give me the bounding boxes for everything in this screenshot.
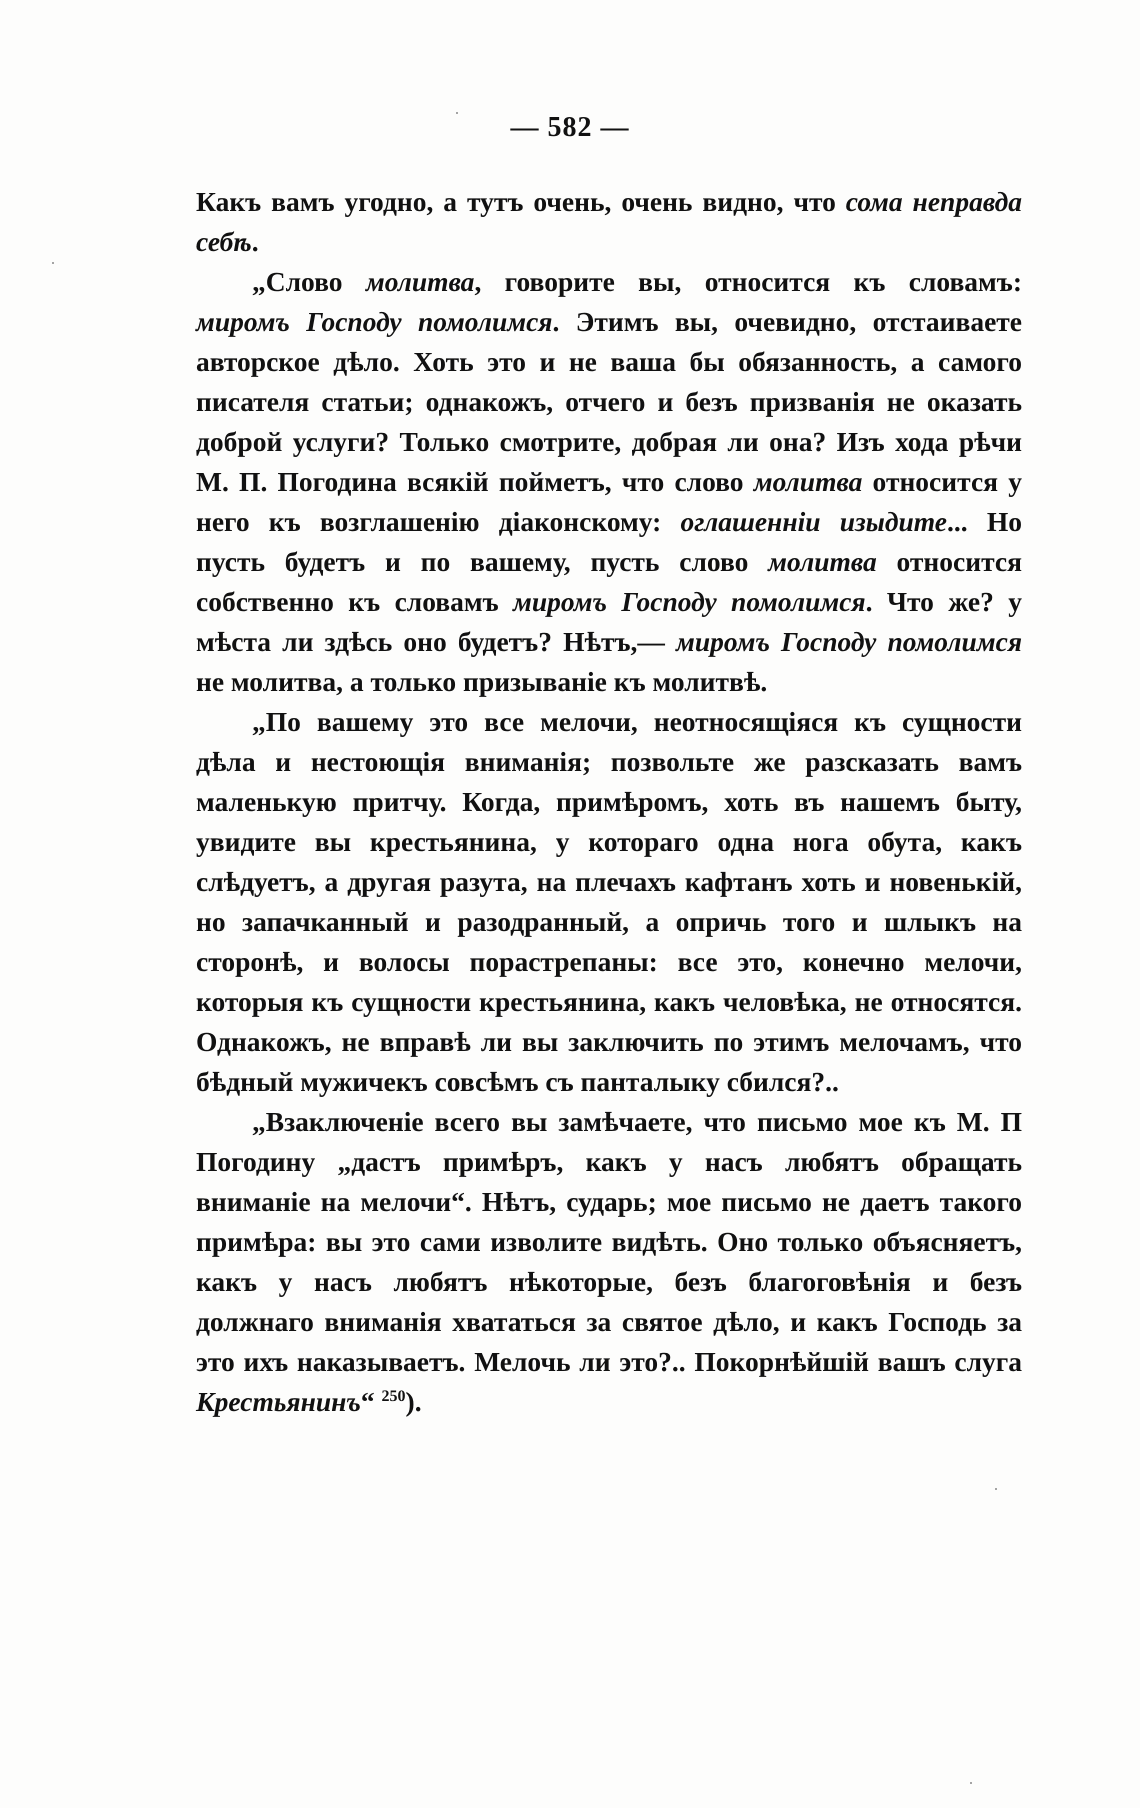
- italic-text-segment: миромъ Господу помолимся: [676, 626, 1022, 657]
- scan-speck: [970, 1782, 972, 1784]
- text-segment: относится собственно къ словамъ: [196, 546, 1023, 617]
- italic-text-segment: сома неправда себѣ: [196, 186, 1022, 257]
- text-segment: „Слово: [252, 266, 366, 297]
- text-segment: не молитва, а только призываніе къ молитвѣ.: [196, 666, 768, 697]
- text-segment: Какъ вамъ угодно, а тутъ очень, очень видно, что: [196, 186, 846, 217]
- text-segment: . Что же? у мѣста ли здѣсь оно будетъ? Нѣтъ,—: [196, 586, 1022, 657]
- italic-text-segment: молитва: [753, 466, 863, 497]
- body-text: [196, 182, 1022, 1422]
- paragraph-3: [196, 702, 1022, 1102]
- italic-text-segment: оглашенніи изыдите: [680, 506, 948, 537]
- text-segment: .: [251, 226, 259, 257]
- paragraph-1: [196, 182, 1022, 262]
- footnote-reference: 250: [381, 1387, 406, 1405]
- text-segment: „По вашему это все мелочи, неотносящіяся къ сущности дѣла и нестоющія вниманія; позвольте же разсказать вамъ маленькую притчу. Когда, примѣромъ, хоть въ нашемъ быту, увидите вы крестьянина, у котораго одна нога обута, какъ слѣдуетъ, а другая разута, на плечахъ кафтанъ хоть и новенькій, но запачканный и разодранный, а опричь того и шлыкъ на сторонѣ, и волосы порастрепаны: все это, конечно мелочи, которыя къ сущности крестьянина, какъ человѣка, не относятся. Однакожъ, не вправѣ ли вы заключить по этимъ мелочамъ, что бѣдный мужичекъ совсѣмъ съ панталыку сбился?..: [196, 706, 1022, 1097]
- paragraph-4: [196, 1102, 1022, 1422]
- italic-text-segment: молитва: [768, 546, 877, 577]
- text-segment: , говорите вы, относится къ словамъ:: [474, 266, 1022, 297]
- scan-speck: [456, 112, 458, 114]
- scan-speck: [52, 262, 54, 264]
- text-segment: “: [360, 1386, 382, 1417]
- text-segment: относится у него къ возглашенію діаконскому:: [196, 466, 1022, 537]
- italic-text-segment: молитва: [365, 266, 475, 297]
- italic-text-segment: миромъ Господу помолимся: [513, 586, 866, 617]
- paragraph-2: [196, 262, 1022, 702]
- text-segment: . Этимъ вы, очевидно, отстаиваете авторское дѣло. Хоть это и не ваша бы обязанность, а самого писателя статьи; однакожъ, отчего и безъ призванія не оказать доброй услуги? Только смотрите, добрая ли она? Изъ хода рѣчи М. П. Погодина всякій пойметъ, что слово: [196, 306, 1022, 497]
- italic-text-segment: миромъ Господу помолимся: [196, 306, 553, 337]
- text-segment: „Взаключеніе всего вы замѣчаете, что письмо мое къ М. П Погодину „дастъ примѣръ, какъ у насъ любятъ обращать вниманіе на мелочи“. Нѣтъ, сударь; мое письмо не даетъ такого примѣра: вы это сами изволите видѣть. Оно только объясняетъ, какъ у насъ любятъ нѣкоторые, безъ благоговѣнія и безъ должнаго вниманія хвататься за святое дѣло, и какъ Господь за это ихъ наказываетъ. Мелочь ли это?.. Покорнѣйшій вашъ слуга: [196, 1106, 1022, 1377]
- text-segment: ).: [405, 1386, 422, 1417]
- scan-speck: [995, 1488, 997, 1490]
- page-number: — 582 —: [510, 112, 630, 143]
- text-segment: ... Но пусть будетъ и по вашему, пусть слово: [196, 506, 1022, 577]
- italic-text-segment: Крестьянинъ: [196, 1386, 361, 1417]
